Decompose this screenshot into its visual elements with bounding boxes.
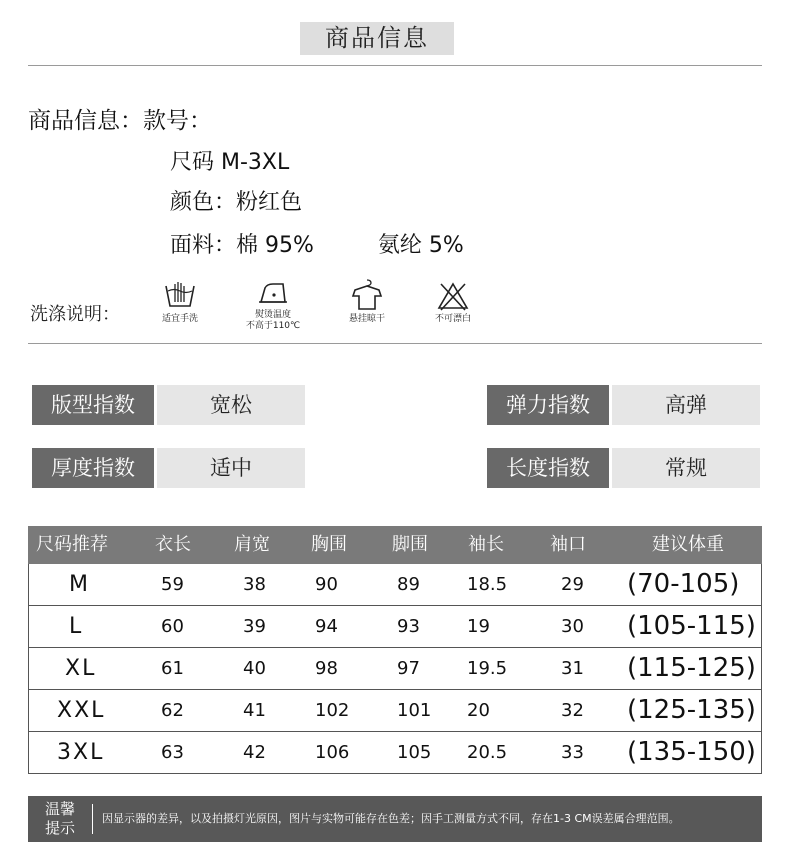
- color-info: 颜色：粉红色: [170, 190, 303, 215]
- table-cell: 33: [561, 742, 584, 763]
- size-table: [28, 526, 762, 774]
- table-cell: 19: [467, 616, 490, 637]
- table-cell: 105: [397, 742, 432, 763]
- table-row: [29, 564, 761, 606]
- col-header: 胸围: [311, 534, 347, 555]
- divider: [92, 804, 93, 834]
- table-cell: 40: [243, 658, 266, 679]
- col-header: 衣长: [155, 534, 191, 555]
- wash-item-no-bleach: [408, 280, 498, 325]
- info-label-text: 商品信息：: [28, 108, 143, 134]
- table-cell: 62: [161, 700, 184, 721]
- table-cell: 38: [243, 574, 266, 595]
- wash-caption: 不高于110℃: [245, 321, 301, 331]
- wash-item-iron: [228, 280, 318, 332]
- footer-notice: [28, 796, 762, 842]
- table-cell: 102: [315, 700, 350, 721]
- table-cell: 39: [243, 616, 266, 637]
- table-cell: 97: [397, 658, 420, 679]
- col-header: 尺码推荐: [36, 534, 108, 555]
- table-cell: 101: [397, 700, 432, 721]
- col-header: 脚围: [392, 534, 428, 555]
- table-cell: (70-105): [627, 569, 740, 599]
- wash-caption: 适宜手洗: [161, 314, 198, 324]
- size-range: 尺码 M-3XL: [170, 150, 290, 175]
- table-cell: 98: [315, 658, 338, 679]
- wash-label: 洗涤说明：: [30, 304, 120, 325]
- table-row: [29, 732, 761, 773]
- table-cell: 94: [315, 616, 338, 637]
- hand-wash-icon: [135, 280, 225, 312]
- wash-item-hang-dry: [322, 278, 412, 325]
- table-cell: 19.5: [467, 658, 508, 679]
- notice-title: [34, 800, 86, 838]
- table-cell: 20.5: [467, 742, 508, 763]
- table-cell: 18.5: [467, 574, 508, 595]
- table-cell: 42: [243, 742, 266, 763]
- table-cell: 106: [315, 742, 350, 763]
- notice-title-line: 温馨: [44, 800, 75, 818]
- col-header: 建议体重: [652, 534, 724, 555]
- table-cell: 61: [161, 658, 184, 679]
- thickness-index-value: 适中: [157, 448, 305, 488]
- fabric-cotton: 面料：棉 95%: [170, 233, 314, 258]
- table-cell: 32: [561, 700, 584, 721]
- table-cell: (115-125): [627, 653, 756, 683]
- table-row: [29, 690, 761, 732]
- wash-caption: 不可漂白: [434, 314, 471, 324]
- table-cell: L: [69, 614, 84, 639]
- notice-text: 因显示器的差异，以及拍摄灯光原因，图片与实物可能存在色差；因手工测量方式不同，存在1-3 CM误差属合理范围。: [102, 812, 680, 825]
- divider: [28, 65, 762, 66]
- divider: [28, 343, 762, 344]
- table-cell: XL: [65, 656, 97, 681]
- table-cell: M: [69, 572, 90, 597]
- table-cell: 3XL: [57, 740, 105, 765]
- table-cell: XXL: [57, 698, 106, 723]
- table-cell: (125-135): [627, 695, 756, 725]
- table-cell: 20: [467, 700, 490, 721]
- table-cell: (135-150): [627, 737, 756, 767]
- notice-title-line: 提示: [44, 819, 75, 837]
- length-index-value: 常规: [612, 448, 760, 488]
- table-cell: 41: [243, 700, 266, 721]
- col-header: 袖长: [468, 534, 504, 555]
- table-header: [28, 526, 762, 564]
- table-cell: 89: [397, 574, 420, 595]
- fit-index-label: 版型指数: [32, 385, 154, 425]
- no-bleach-icon: [408, 280, 498, 312]
- style-number: 款号：: [143, 108, 212, 134]
- length-index-label: 长度指数: [487, 448, 609, 488]
- table-body: [28, 564, 762, 774]
- section-title: 商品信息: [300, 22, 454, 55]
- table-cell: 59: [161, 574, 184, 595]
- table-cell: 30: [561, 616, 584, 637]
- table-cell: 93: [397, 616, 420, 637]
- table-cell: 31: [561, 658, 584, 679]
- elastic-index-value: 高弹: [612, 385, 760, 425]
- wash-item-hand-wash: [135, 280, 225, 325]
- table-cell: 60: [161, 616, 184, 637]
- table-cell: 63: [161, 742, 184, 763]
- hang-dry-icon: [322, 278, 412, 312]
- fabric-spandex: 氨纶 5%: [377, 233, 464, 258]
- col-header: 袖口: [550, 534, 586, 555]
- elastic-index-label: 弹力指数: [487, 385, 609, 425]
- table-cell: (105-115): [627, 611, 756, 641]
- iron-icon: [228, 280, 318, 308]
- info-label: [28, 102, 212, 135]
- wash-caption: 悬挂晾干: [348, 314, 385, 324]
- fit-index-value: 宽松: [157, 385, 305, 425]
- table-cell: 29: [561, 574, 584, 595]
- wash-caption: 熨烫温度: [254, 310, 291, 320]
- table-row: [29, 606, 761, 648]
- table-row: [29, 648, 761, 690]
- thickness-index-label: 厚度指数: [32, 448, 154, 488]
- col-header: 肩宽: [234, 534, 270, 555]
- fabric-info: [170, 228, 464, 259]
- table-cell: 90: [315, 574, 338, 595]
